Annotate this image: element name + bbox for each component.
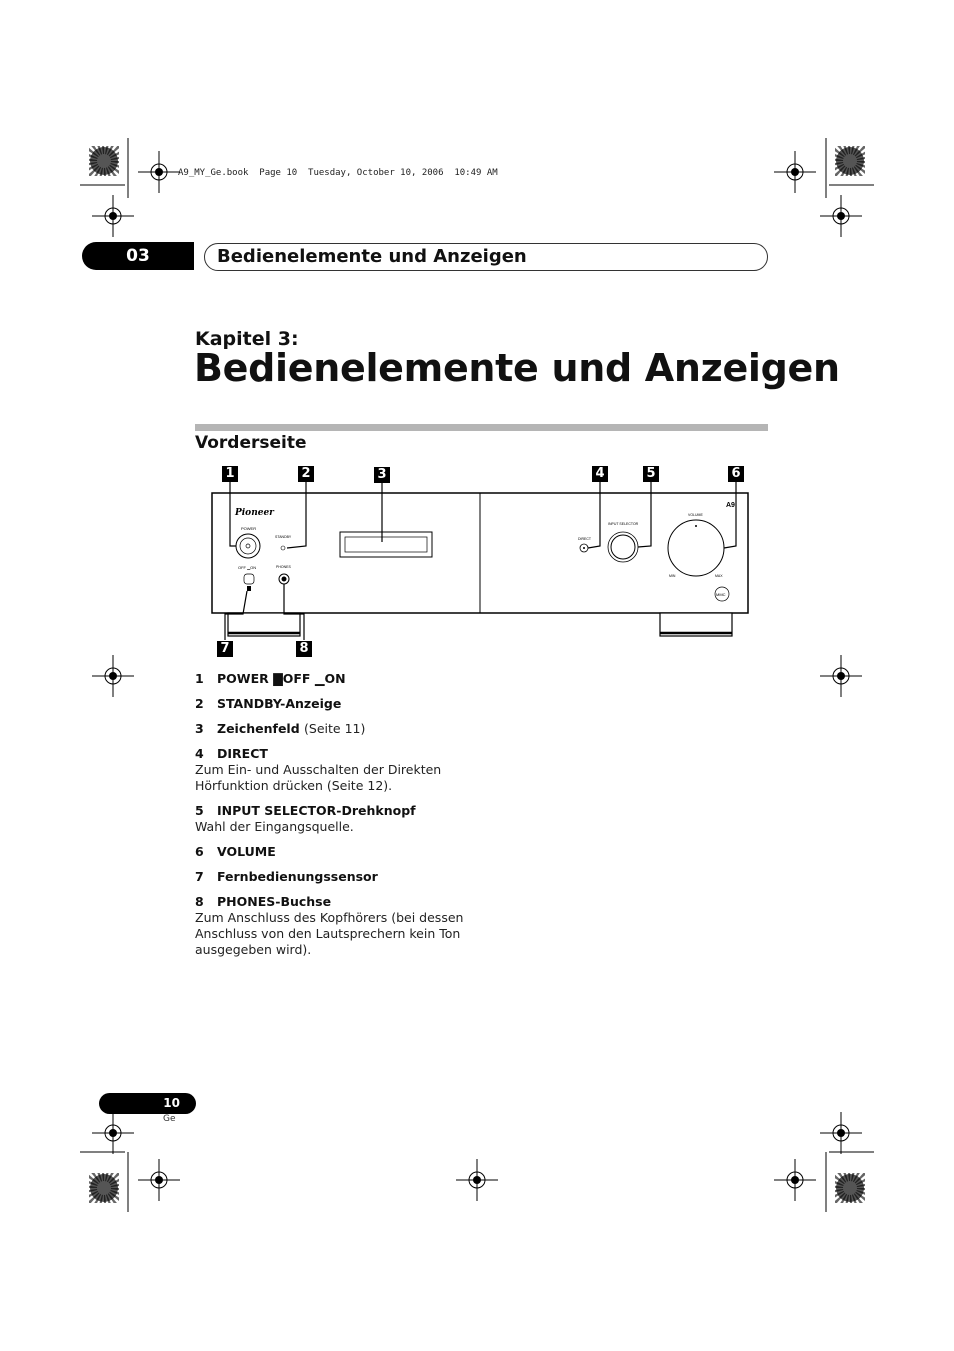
front-panel-figure bbox=[195, 462, 768, 662]
power-label: POWER bbox=[241, 526, 257, 531]
mmc-badge-text: MMC bbox=[716, 592, 726, 597]
item-description: Zum Anschluss des Kopfhörers (bei dessen Anschluss von den Lautsprechern kein Ton ausgegeben wird). bbox=[195, 910, 464, 957]
volume-knob[interactable] bbox=[668, 520, 724, 576]
item-title: PHONES-Buchse bbox=[217, 894, 332, 909]
list-item bbox=[195, 894, 465, 958]
list-item bbox=[195, 844, 465, 860]
section-title: Vorderseite bbox=[195, 433, 307, 453]
item-title: STANDBY-Anzeige bbox=[217, 696, 342, 711]
model-label: A9 bbox=[726, 502, 735, 509]
registration-mark-top-3 bbox=[774, 151, 816, 193]
callout-2: 2 bbox=[298, 466, 314, 482]
section-divider bbox=[195, 424, 768, 431]
item-title: VOLUME bbox=[217, 844, 276, 859]
remote-sensor bbox=[247, 586, 251, 591]
off-mark-icon: ▇ bbox=[273, 671, 283, 686]
item-number: 3 bbox=[195, 721, 204, 736]
registration-mark-top-1 bbox=[138, 151, 180, 193]
callout-3: 3 bbox=[374, 467, 390, 483]
item-title: Zeichenfeld bbox=[217, 721, 300, 736]
phones-label: PHONES bbox=[276, 565, 291, 569]
item-description: Zum Ein- und Ausschalten der Direkten Hörfunktion drücken (Seite 12). bbox=[195, 762, 442, 793]
callout-5: 5 bbox=[643, 466, 659, 482]
registration-mark-bottom-4 bbox=[774, 1159, 816, 1201]
input-selector-label: INPUT SELECTOR bbox=[608, 522, 639, 526]
registration-mark-top-4 bbox=[820, 195, 862, 237]
registration-mark-bottom-3 bbox=[456, 1159, 498, 1201]
item-title-part: ON bbox=[324, 671, 346, 686]
registration-mark-bottom-5 bbox=[820, 1112, 862, 1154]
item-number: 8 bbox=[195, 894, 204, 909]
input-selector-knob[interactable] bbox=[611, 535, 635, 559]
list-item bbox=[195, 696, 465, 712]
print-info: A9_MY_Ge.book Page 10 Tuesday, October 10, 2006 10:49 AM bbox=[178, 168, 498, 178]
direct-label: DIRECT bbox=[578, 537, 592, 541]
item-number: 4 bbox=[195, 746, 204, 761]
callout-7: 7 bbox=[217, 641, 233, 657]
starburst-target-top-left bbox=[89, 146, 119, 176]
callout-8: 8 bbox=[296, 641, 312, 657]
on-mark-icon: ▁ bbox=[314, 671, 325, 686]
off-on-label: OFF ▁ON bbox=[238, 565, 257, 570]
page-language: Ge bbox=[163, 1114, 176, 1124]
item-number: 1 bbox=[195, 671, 204, 686]
callout-6: 6 bbox=[728, 466, 744, 482]
item-title: POWER bbox=[217, 671, 269, 686]
registration-mark-left bbox=[92, 655, 134, 697]
vol-min-label: MIN bbox=[669, 574, 676, 578]
volume-label: VOLUME bbox=[688, 513, 703, 517]
item-number: 5 bbox=[195, 803, 204, 818]
standby-indicator bbox=[281, 546, 285, 550]
control-item-list bbox=[195, 671, 465, 967]
chapter-number-tab: 03 bbox=[82, 242, 194, 270]
item-title-part: OFF bbox=[282, 671, 311, 686]
list-item bbox=[195, 869, 465, 885]
starburst-target-bottom-left bbox=[89, 1173, 119, 1203]
standby-label: STANDBY bbox=[275, 535, 292, 539]
item-number: 6 bbox=[195, 844, 204, 859]
registration-mark-right bbox=[820, 655, 862, 697]
vol-max-label: MAX bbox=[715, 574, 723, 578]
item-title: Fernbedienungssensor bbox=[217, 869, 378, 884]
item-description: Wahl der Eingangsquelle. bbox=[195, 819, 354, 834]
item-page-ref: (Seite 11) bbox=[304, 721, 366, 736]
item-title: DIRECT bbox=[217, 746, 268, 761]
item-title: INPUT SELECTOR-Drehknopf bbox=[217, 803, 416, 818]
list-item bbox=[195, 803, 465, 835]
list-item bbox=[195, 671, 465, 687]
registration-mark-bottom-2 bbox=[138, 1159, 180, 1201]
callout-1: 1 bbox=[222, 466, 238, 482]
list-item bbox=[195, 746, 465, 794]
item-number: 7 bbox=[195, 869, 204, 884]
page-title: Bedienelemente und Anzeigen bbox=[194, 346, 840, 390]
page-number: 10 bbox=[99, 1093, 196, 1114]
callout-4: 4 bbox=[592, 466, 608, 482]
item-number: 2 bbox=[195, 696, 204, 711]
starburst-target-top-right bbox=[835, 146, 865, 176]
registration-mark-bottom-1 bbox=[92, 1112, 134, 1154]
chapter-title-tab: Bedienelemente und Anzeigen bbox=[204, 243, 768, 271]
starburst-target-bottom-right bbox=[835, 1173, 865, 1203]
chapter-label: Kapitel 3: bbox=[195, 328, 299, 350]
brand-logo: Pioneer bbox=[235, 508, 274, 518]
list-item bbox=[195, 721, 465, 737]
front-panel-drawing bbox=[195, 462, 768, 662]
registration-mark-top-2 bbox=[92, 195, 134, 237]
